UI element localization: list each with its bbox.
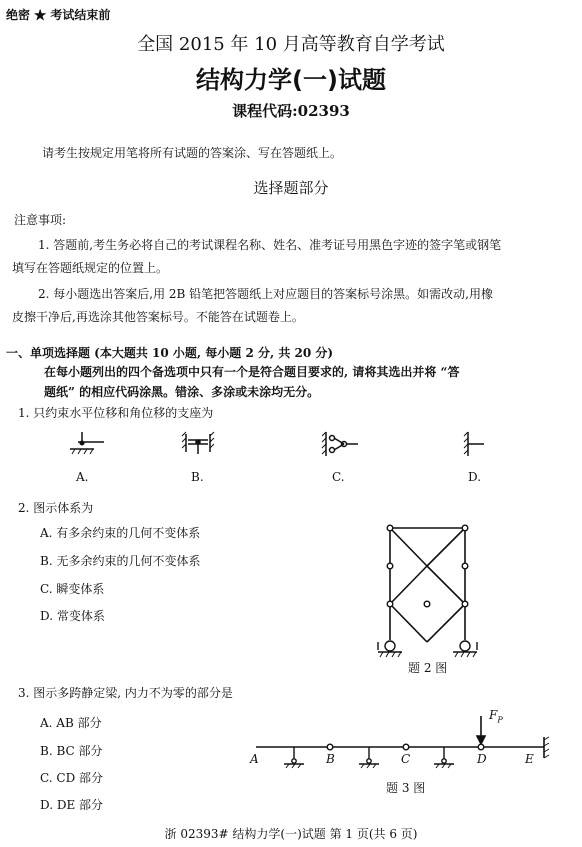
q3-option-b: B. BC 部分	[40, 744, 103, 758]
q3-roller-supports	[284, 747, 454, 768]
q3-label-e: E	[525, 752, 534, 766]
q2-option-a: A. 有多余约束的几何不变体系	[40, 526, 201, 540]
q1-option-b: B.	[191, 470, 204, 484]
secret-label: 绝密 ★ 考试结束前	[6, 8, 111, 22]
instruction-text: 请考生按规定用笔将所有试题的答案涂、写在答题纸上。	[42, 146, 343, 160]
part1-heading: 一、单项选择题 (本大题共 10 小题, 每小题 2 分, 共 20 分)	[6, 346, 334, 360]
notes-heading: 注意事项:	[14, 213, 67, 227]
q1-support-figures	[60, 428, 520, 466]
q3-load-subscript: P	[497, 715, 503, 725]
q3-load-label	[489, 708, 503, 724]
q1-support-a-figure	[70, 432, 104, 454]
q3-option-a: A. AB 部分	[40, 716, 102, 730]
part1-desc-line1: 在每小题列出的四个备选项中只有一个是符合题目要求的, 请将其选出并将 “答	[44, 365, 460, 379]
q3-load-letter: F	[489, 708, 498, 722]
q2-stem: 2. 图示体系为	[18, 501, 94, 515]
note-1-line2: 填写在答题纸规定的位置上。	[12, 261, 169, 275]
q3-option-c: C. CD 部分	[40, 771, 104, 785]
q3-option-d: D. DE 部分	[40, 798, 104, 812]
note-2-line2: 皮擦干净后,再选涂其他答案标号。不能答在试题卷上。	[12, 310, 304, 324]
q1-stem: 1. 只约束水平位移和角位移的支座为	[18, 406, 214, 420]
q3-label-c: C	[401, 752, 411, 766]
exam-name: 全国 2015 年 10 月高等教育自学考试	[137, 34, 445, 55]
q3-beam-figure	[240, 706, 560, 784]
q1-support-b-figure	[182, 432, 214, 454]
course-code: 课程代码:02393	[232, 102, 350, 120]
q3-label-d: D	[477, 752, 487, 766]
q2-option-c: C. 瞬变体系	[40, 582, 105, 596]
q3-stem: 3. 图示多跨静定梁, 内力不为零的部分是	[18, 686, 233, 700]
q2-option-b: B. 无多余约束的几何不变体系	[40, 554, 201, 568]
q3-label-a: A	[250, 752, 259, 766]
q3-label-b: B	[326, 752, 335, 766]
part1-desc-line2: 题纸” 的相应代码涂黑。错涂、多涂或未涂均无分。	[44, 385, 320, 399]
paper-title: 结构力学(一)试题	[196, 66, 386, 94]
note-1-line1: 1. 答题前,考生务必将自己的考试课程名称、姓名、准考证号用黑色字迹的签字笔或钢笔	[38, 238, 502, 252]
q2-option-d: D. 常变体系	[40, 609, 105, 623]
q1-option-d: D.	[468, 470, 482, 484]
q1-support-c-figure	[322, 432, 358, 456]
note-2-line1: 2. 每小题选出答案后,用 2B 铅笔把答题纸上对应题目的答案标号涂黑。如需改动,用橡	[38, 287, 493, 301]
q1-option-a: A.	[76, 470, 89, 484]
page-footer: 浙 02393# 结构力学(一)试题 第 1 页(共 6 页)	[164, 827, 418, 841]
section-title: 选择题部分	[253, 179, 329, 197]
q1-support-d-figure	[464, 432, 484, 456]
q3-figure-caption: 题 3 图	[386, 781, 426, 795]
q2-frame-figure	[360, 518, 500, 668]
q2-figure-caption: 题 2 图	[408, 661, 448, 675]
q1-option-c: C.	[332, 470, 345, 484]
